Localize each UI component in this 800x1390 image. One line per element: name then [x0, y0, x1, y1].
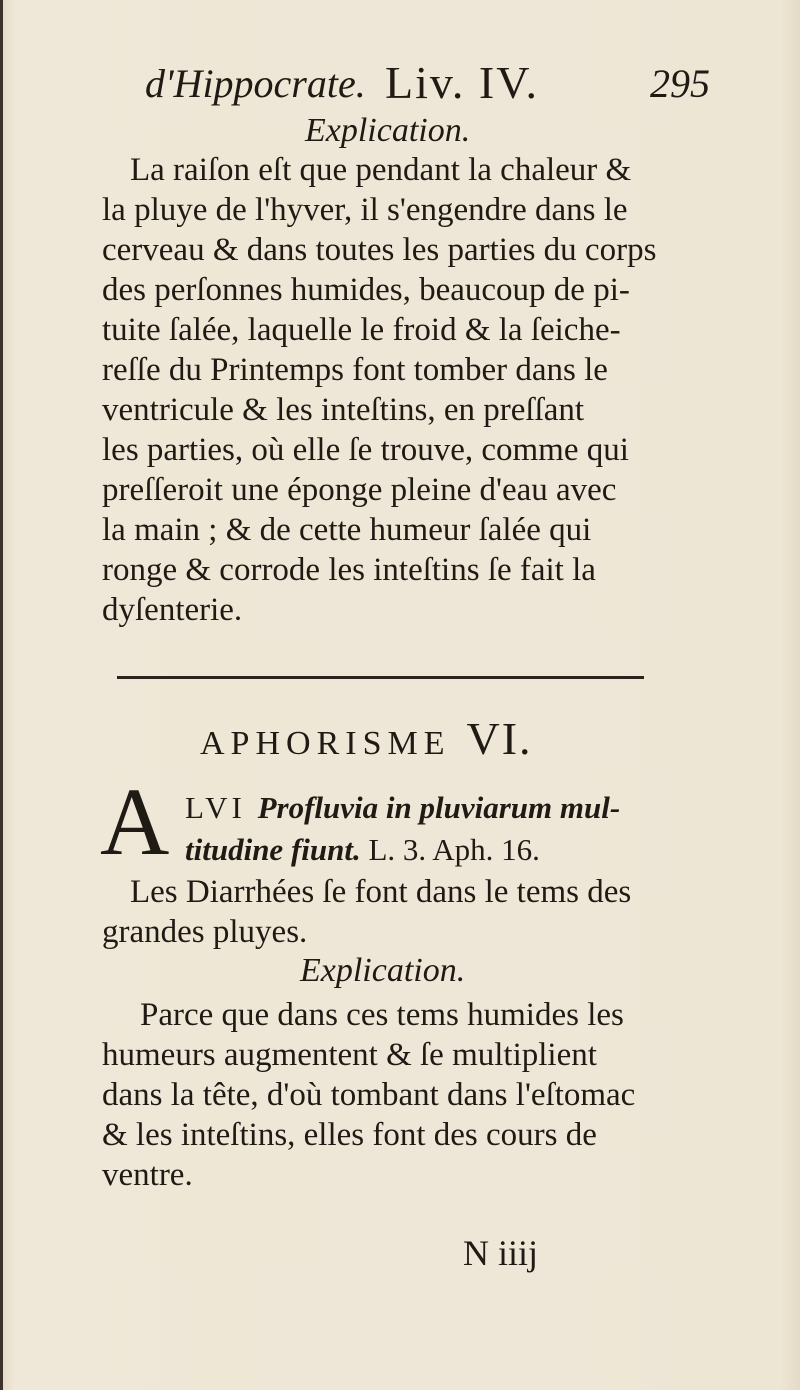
text-line: humeurs augmentent & ſe multiplient	[102, 1037, 597, 1073]
signature-mark: N iiij	[463, 1233, 539, 1273]
text-line: des perſonnes humides, beaucoup de pi-	[102, 272, 630, 308]
translation-line: Les Diarrhées ſe font dans le tems des	[130, 874, 632, 910]
text-line: ronge & corrode les inteſtins ſe fait la	[102, 552, 596, 588]
page-edge	[0, 0, 3, 1390]
text-line: Parce que dans ces tems humides les	[140, 997, 624, 1033]
text-line: & les inteſtins, elles font des cours de	[102, 1117, 597, 1153]
text-line: cerveau & dans toutes les parties du corps	[102, 232, 657, 268]
text-line: la pluye de l'hyver, il s'engendre dans le	[102, 192, 628, 228]
text-line: La raiſon eſt que pendant la chaleur &	[130, 152, 632, 188]
explication-heading-1: Explication.	[305, 112, 471, 149]
text-line: dans la tête, d'où tombant dans l'eſtomac	[102, 1077, 636, 1113]
text-line: reſſe du Printemps font tomber dans le	[102, 352, 608, 388]
aphorism-latin-line-1	[185, 790, 620, 826]
translation-line: grandes pluyes.	[102, 914, 308, 950]
drop-cap: A	[100, 768, 170, 875]
text-line: dyſenterie.	[102, 592, 243, 628]
aphorism-number: VI.	[466, 713, 533, 764]
explication-heading-2: Explication.	[300, 952, 466, 989]
aphorism-reference: L. 3. Aph. 16.	[360, 832, 540, 867]
section-divider	[117, 676, 644, 679]
aphorism-title	[200, 712, 533, 765]
latin-text: titudine fiunt.	[185, 832, 361, 867]
text-line: ventricule & les inteſtins, en preſſant	[102, 392, 585, 428]
running-header	[145, 57, 710, 110]
latin-lead: LVI	[185, 790, 258, 825]
running-title: d'Hippocrate.	[145, 61, 366, 106]
latin-text: Profluvia in pluviarum mul-	[257, 790, 621, 825]
text-line: la main ; & de cette humeur ſalée qui	[102, 512, 592, 548]
text-line: les parties, où elle ſe trouve, comme qui	[102, 432, 629, 468]
running-book: Liv. IV.	[385, 57, 539, 108]
aphorism-latin-line-2	[185, 832, 540, 868]
text-line: ventre.	[102, 1157, 193, 1193]
text-line: preſſeroit une éponge pleine d'eau avec	[102, 472, 617, 508]
aphorism-title-word: APHORISME	[200, 725, 451, 762]
text-line: tuite ſalée, laquelle le froid & la ſeiche-	[102, 312, 621, 348]
page-number: 295	[650, 61, 710, 106]
